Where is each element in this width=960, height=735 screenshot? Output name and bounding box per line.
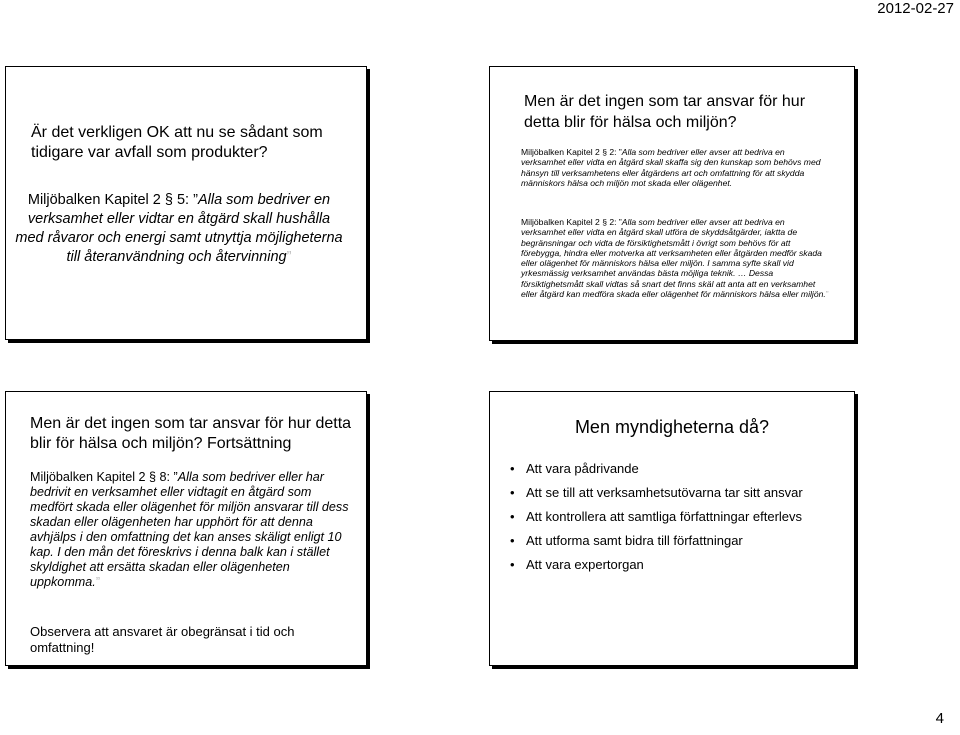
bullet-icon: • — [510, 509, 515, 524]
slide-2-p1-ref: Miljöbalken Kapitel 2 § 2: ” — [521, 147, 622, 157]
slide-2-paragraph-2 — [521, 217, 831, 299]
slide-3-law-quote: Alla som bedriver eller har bedrivit en verksamhet eller vidtagit en åtgärd som medfört skada eller olägenhet för miljön ansvarar till dess skadan eller olägenheten har upphört för att denna avhjälps i den omfattning det kan anses skäligt enligt 10 kap. I den mån det föreskrivs i denna balk kan i stället skyldighet att ersätta skadan eller olägenheten uppkomma. — [30, 470, 349, 589]
slide-1-body — [14, 191, 344, 267]
bullet-item — [504, 484, 824, 501]
slide-3-end-quote: ” — [95, 575, 101, 589]
slide-4 — [489, 391, 855, 666]
slide-2-p2-end-quote: ” — [825, 289, 829, 300]
slide-2-paragraph-1 — [521, 147, 831, 188]
slide-2 — [489, 66, 855, 341]
page-number: 4 — [935, 710, 944, 727]
slide-1-title: Är det verkligen OK att nu se sådant som tidigare var avfall som produkter? — [31, 124, 323, 161]
bullet-item — [504, 508, 824, 525]
slide-2-p1-quote: Alla som bedriver eller avser att bedriva en verksamhet eller vidta en åtgärd skall skaffa sig den kunskap som behövs med hänsyn till verksamhetens eller åtgärdens art och omfattning för att skydda människors hälsa och miljön mot skada eller olägenhet. — [521, 147, 821, 188]
bullet-text: Att se till att verksamhetsutövarna tar sitt ansvar — [526, 485, 803, 500]
slide-3-footer-note: Observera att ansvaret är obegränsat i tid och omfattning! — [30, 624, 295, 655]
slide-1-law-quote: Alla som bedriver en verksamhet eller vidtar en åtgärd skall hushålla med råvaror och energi samt utnyttja möjligheterna till återanvändning och återvinning — [15, 192, 343, 265]
slide-3 — [5, 391, 367, 666]
slide-3-body — [30, 470, 350, 590]
slide-1-end-quote: ” — [286, 249, 292, 265]
bullet-text: Att kontrollera att samtliga författningar efterlevs — [526, 509, 803, 524]
bullet-item — [504, 556, 824, 573]
slide-4-bullet-list — [504, 460, 824, 580]
slide-1 — [5, 66, 367, 340]
slide-2-p2-ref: Miljöbalken Kapitel 2 § 2: ” — [521, 217, 622, 227]
bullet-icon: • — [510, 557, 515, 572]
slide-3-law-ref: Miljöbalken Kapitel 2 § 8: ” — [30, 470, 178, 484]
slide-2-p2-quote: Alla som bedriver eller avser att bedriva en verksamhet eller vidta en åtgärd skall utföra de skyddsåtgärder, iaktta de begränsningar och vidta de försiktighetsmått i övrigt som behövs för att förebygga, hindra eller motverka att verksamheten eller åtgärden medför skada eller olägenhet för människors hälsa eller miljön. I samma syfte skall vid yrkesmässig verksamhet användas bästa möjliga teknik. … Dessa försiktighetsmått skall vidtas så snart det finns skäl att anta att en verksamhet eller åtgärd kan medföra skada eller olägenhet för människors hälsa eller miljön. — [521, 217, 826, 300]
bullet-text: Att vara pådrivande — [526, 461, 639, 476]
bullet-item — [504, 532, 824, 549]
bullet-icon: • — [510, 533, 515, 548]
bullet-text: Att vara expertorgan — [526, 557, 644, 572]
bullet-item — [504, 460, 824, 477]
slide-4-title: Men myndigheterna då? — [574, 417, 770, 437]
bullet-icon: • — [510, 461, 515, 476]
slide-1-law-ref: Miljöbalken Kapitel 2 § 5: ” — [27, 192, 198, 208]
bullet-text: Att utforma samt bidra till författningar — [526, 533, 743, 548]
slide-3-title: Men är det ingen som tar ansvar för hur detta blir för hälsa och miljön? Fortsättning — [30, 415, 352, 452]
bullet-icon: • — [510, 485, 515, 500]
slide-2-title: Men är det ingen som tar ansvar för hur detta blir för hälsa och miljön? — [524, 93, 806, 131]
header-date: 2012-02-27 — [877, 0, 954, 17]
